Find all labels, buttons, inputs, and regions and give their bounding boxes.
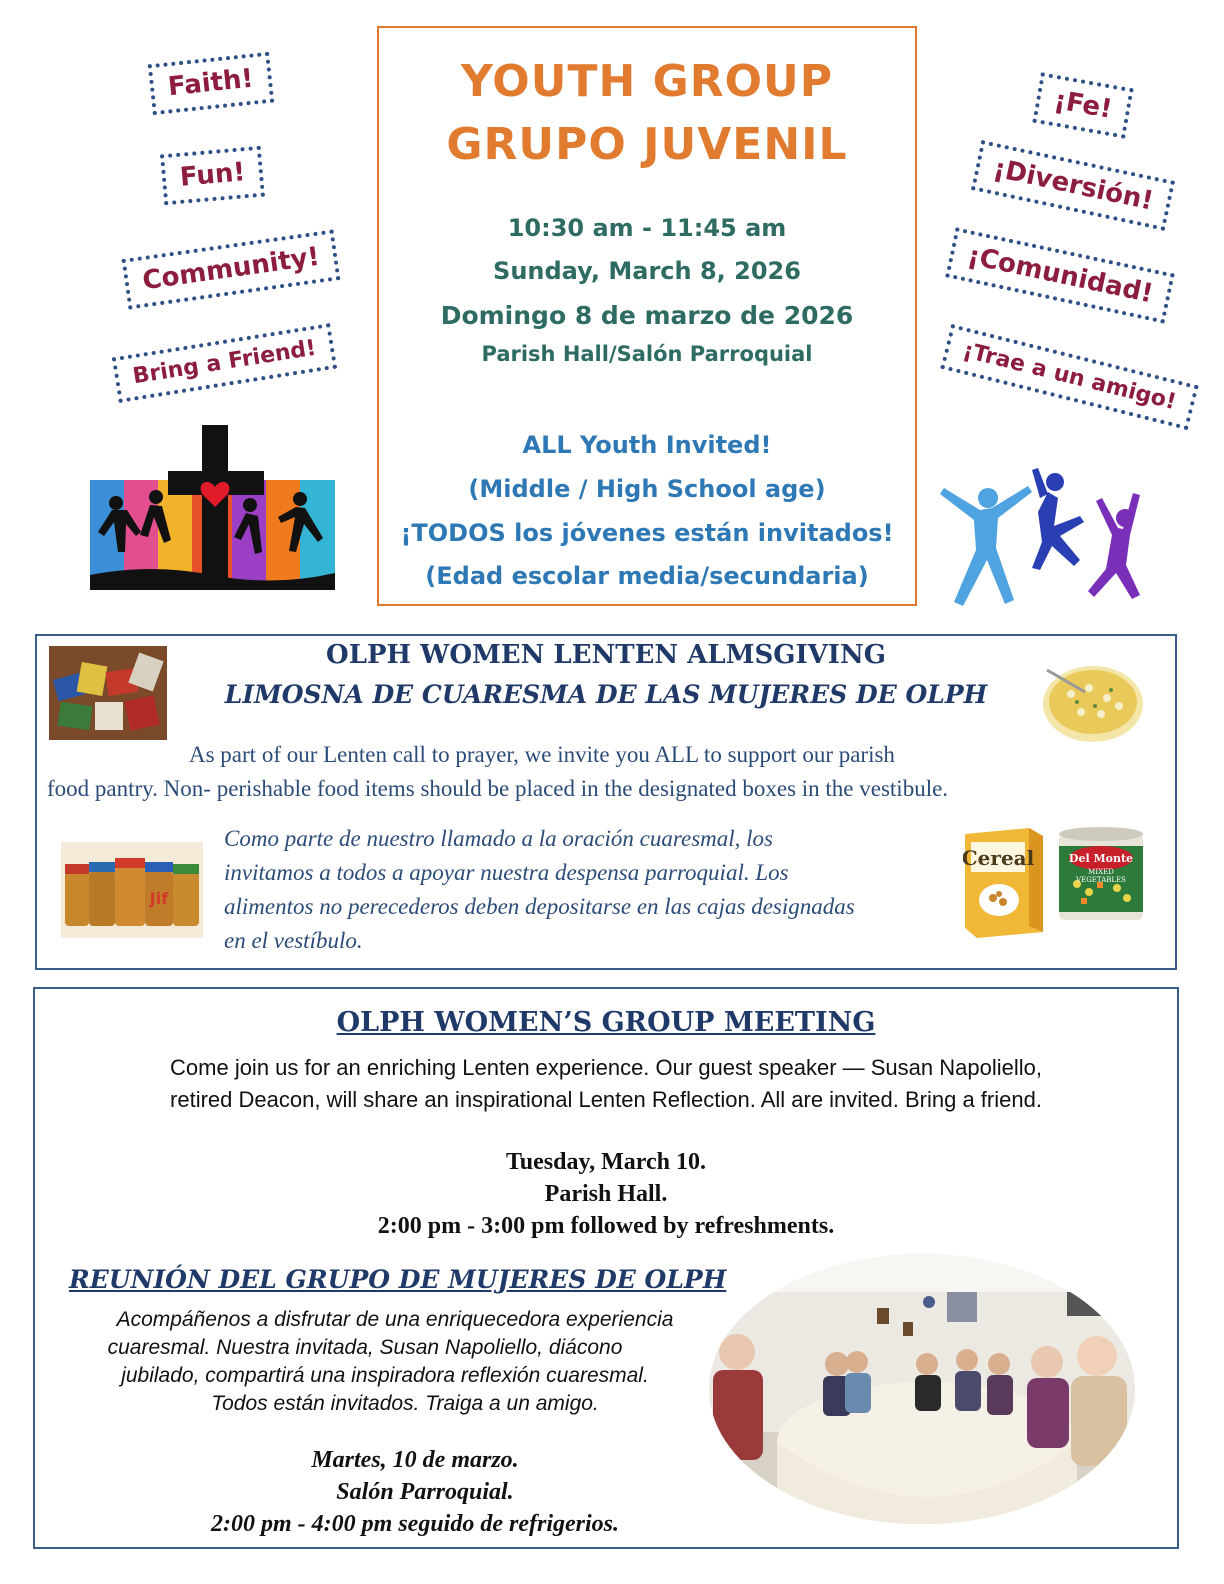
meeting-date-en: Tuesday, March 10. <box>505 1149 707 1175</box>
meeting-body-es-1: Acompáñenos a disfrutar de una enriquecedora experiencia <box>116 1308 674 1331</box>
alms-body-es-2: invitamos a todos a apoyar nuestra despensa parroquial. Los <box>224 860 789 885</box>
youth-title-en: YOUTH GROUP <box>461 56 833 107</box>
alms-body-es-4: en el vestíbulo. <box>224 928 363 953</box>
youth-age-en: (Middle / High School age) <box>468 475 826 503</box>
tag-faith: Faith! <box>148 52 274 116</box>
meeting-body-es-2: cuaresmal. Nuestra invitada, Susan Napoliello, diácono <box>107 1336 623 1359</box>
tag-bring-friend: Bring a Friend! <box>112 323 338 403</box>
tag-diversion: ¡Diversión! <box>971 140 1176 231</box>
alms-body-es-3: alimentos no perecederos deben depositarse en las cajas designadas <box>224 894 855 919</box>
womens-group-photo <box>707 1252 1137 1526</box>
meeting-body-es-3: jubilado, compartirá una inspiradora reflexión cuaresmal. <box>121 1364 649 1387</box>
almsgiving-panel <box>35 634 1177 970</box>
tag-comunidad: ¡Comunidad! <box>945 227 1175 324</box>
youth-group-panel <box>377 26 917 606</box>
meeting-title-es: REUNIÓN DEL GRUPO DE MUJERES DE OLPH <box>69 1265 727 1294</box>
youth-title-es: GRUPO JUVENIL <box>446 119 848 170</box>
meeting-time-en: 2:00 pm - 3:00 pm followed by refreshments. <box>377 1213 835 1239</box>
vegetable-can-image <box>1057 826 1145 926</box>
womens-meeting-panel <box>33 987 1179 1549</box>
alms-body-en-2: food pantry. Non- perishable food items should be placed in the designated boxes in the vestibule. <box>47 776 949 801</box>
youth-time: 10:30 am - 11:45 am <box>507 214 787 242</box>
meeting-time-es: 2:00 pm - 4:00 pm seguido de refrigerios. <box>211 1511 619 1537</box>
meeting-place-es: Salón Parroquial. <box>336 1479 514 1505</box>
cereal-label: Cereal <box>963 846 1035 870</box>
youth-invite-en: ALL Youth Invited! <box>522 431 772 459</box>
jumping-youth-image <box>940 468 1175 608</box>
alms-body-en-1: As part of our Lenten call to prayer, we invite you ALL to support our parish <box>189 742 895 767</box>
meeting-body-es-4: Todos están invitados. Traiga a un amigo. <box>211 1392 599 1415</box>
cross-youth-image <box>90 425 335 590</box>
peanut-butter-image <box>61 842 203 938</box>
youth-invite-es: ¡TODOS los jóvenes están invitados! <box>400 519 894 547</box>
jar-label: Jif <box>149 889 169 908</box>
tag-fun: Fun! <box>160 146 265 206</box>
can-label-1: MIXED <box>1088 868 1114 876</box>
can-brand: Del Monte <box>1068 852 1134 865</box>
youth-date-en: Sunday, March 8, 2026 <box>493 257 801 285</box>
youth-location: Parish Hall/Salón Parroquial <box>481 342 813 366</box>
tag-fe: ¡Fe! <box>1032 72 1134 139</box>
meeting-body-en-1: Come join us for an enriching Lenten experience. Our guest speaker — Susan Napoliello, <box>170 1055 1042 1080</box>
youth-age-es: (Edad escolar media/secundaria) <box>425 562 869 590</box>
alms-title-es: LIMOSNA DE CUARESMA DE LAS MUJERES DE OLPH <box>224 680 988 709</box>
meeting-title-en: OLPH WOMEN’S GROUP MEETING <box>336 1007 876 1038</box>
tag-trae-amigo: ¡Trae a un amigo! <box>940 324 1198 431</box>
alms-body-es-1: Como parte de nuestro llamado a la oración cuaresmal, los <box>224 826 773 851</box>
meeting-place-en: Parish Hall. <box>544 1181 668 1207</box>
tag-community: Community! <box>121 229 340 310</box>
cereal-box-image <box>963 828 1045 938</box>
meeting-body-en-2: retired Deacon, will share an inspirational Lenten Reflection. All are invited. Bring a friend. <box>170 1087 1042 1112</box>
meeting-date-es: Martes, 10 de marzo. <box>311 1447 519 1473</box>
youth-date-es: Domingo 8 de marzo de 2026 <box>440 301 854 330</box>
can-label-2: VEGETABLES <box>1076 876 1126 884</box>
alms-title-en: OLPH WOMEN LENTEN ALMSGIVING <box>326 640 886 670</box>
